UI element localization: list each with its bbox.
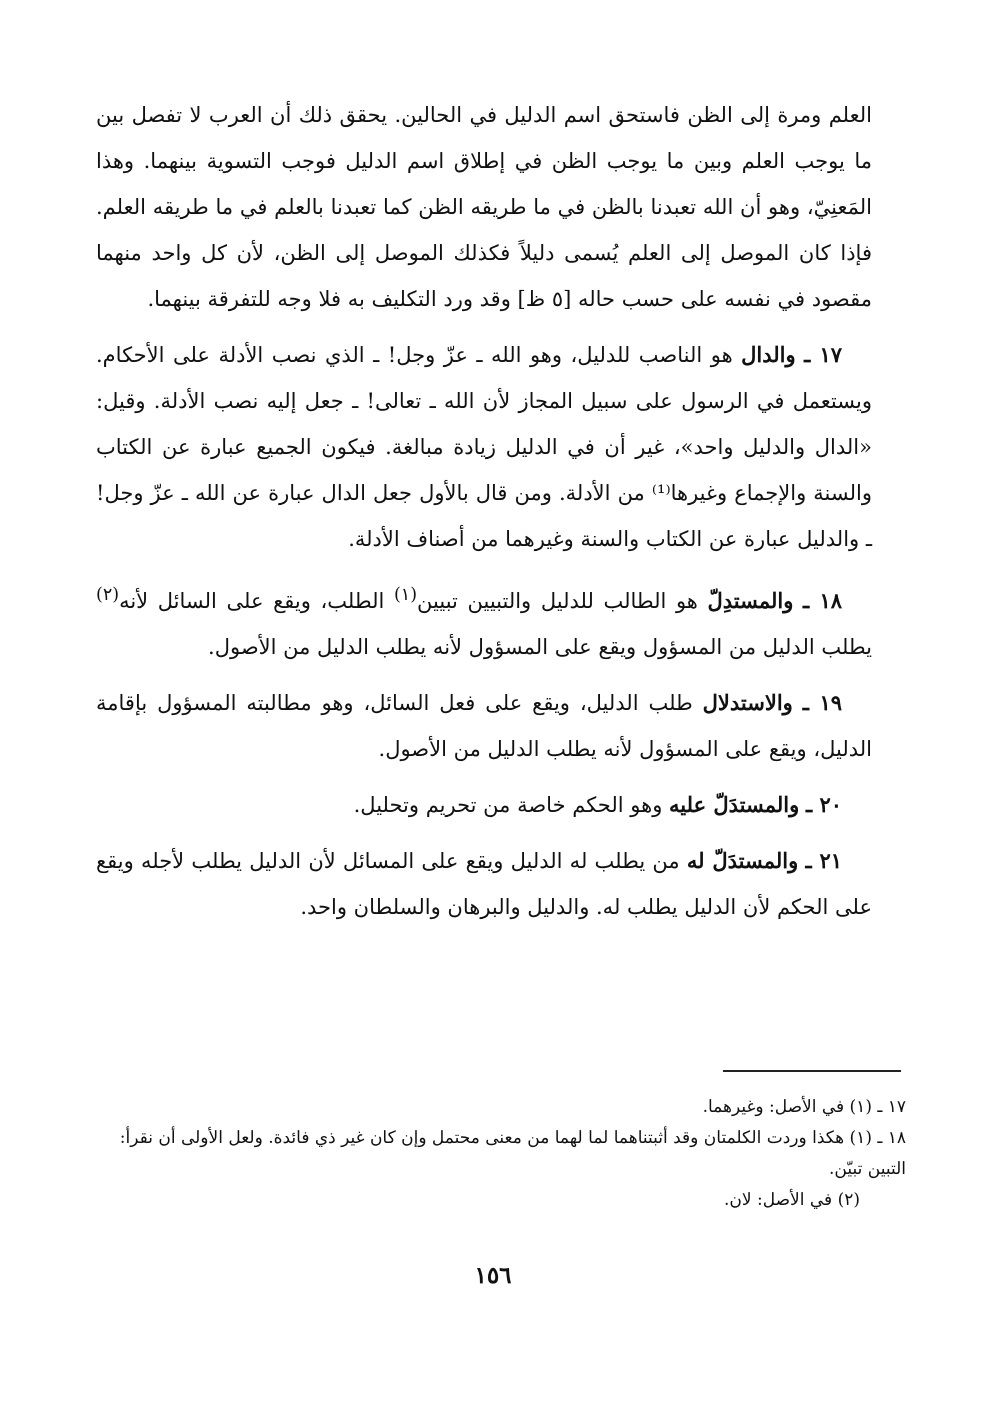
paragraph-text: العلم ومرة إلى الظن فاستحق اسم الدليل في الحالين. يحقق ذلك أن العرب لا تفصل بين ما يوجب العلم وبين ما يوجب الظن في إطلاق اسم الدليل فوجب التسوية بينهما. وهذا المَعنِيّ، وهو أن الله تعبدنا بالظن في ما طريقه الظن كما تعبدنا بالعلم في ما طريقه العلم. فإذا كان الموصل إلى العلم يُسمى دليلاً فكذلك الموصل إلى الظن، لأن كل واحد منهما مقصود في نفسه على حسب حاله [٥ ظ] وقد ورد التكليف به فلا وجه للتفرقة بينهما. [96,103,872,311]
paragraph-18 [96,572,872,670]
defined-term: والمستدَلّ عليه [669,792,800,817]
page-number: ١٥٦ [474,1262,512,1289]
paragraph-21 [96,838,872,930]
footnote-18-2: (٢) في الأصل: لان. [724,1190,860,1210]
footnotes [88,1092,906,1216]
defined-term: والاستدلال [702,690,793,715]
defined-term: والمستدَلّ له [686,848,799,873]
paragraph-17 [96,332,872,562]
footnote-17: ١٧ ـ (١) في الأصل: وغيرهما. [702,1097,906,1117]
paragraph-number: ١٩ ـ [802,690,842,715]
paragraph-number: ١٧ ـ [804,342,842,367]
defined-term: والدال [741,342,796,367]
paragraph-text: يطلب الدليل من المسؤول ويقع على المسؤول لأنه يطلب الدليل من الأصول. [208,635,872,659]
paragraph-text: طلب الدليل، ويقع على فعل السائل، وهو مطالبته المسؤول بإقامة الدليل، ويقع على المسؤول لأنه يطلب الدليل من الأصول. [96,691,872,761]
paragraph-text: وهو الحكم خاصة من تحريم وتحليل. [353,793,670,817]
paragraph-text: من يطلب له الدليل ويقع على المسائل لأن الدليل يطلب لأجله ويقع على الحكم لأن الدليل يطلب له. والدليل والبرهان والسلطان واحد. [96,849,872,919]
main-text [96,92,872,940]
paragraph-text: هو الناصب للدليل، وهو الله ـ عزّ وجل! ـ الذي نصب الأدلة على الأحكام. ويستعمل في الرسول على سبيل المجاز لأن الله ـ تعالى! ـ جعل إليه نصب الأدلة. وقيل: «الدال والدليل واحد»، غير أن في الدليل زيادة مبالغة. فيكون الجميع عبارة عن الكتاب والسنة والإجماع وغيرها⁽¹⁾ من الأدلة. ومن قال بالأول جعل الدال عبارة عن الله ـ عزّ وجل! ـ والدليل عبارة عن الكتاب والسنة وغيرهما من أصناف الأدلة. [96,343,873,551]
footnote-divider [723,1070,901,1072]
paragraph-number: ٢١ ـ [805,848,842,873]
defined-term: والمستدِلّ [707,588,794,613]
paragraph-number: ٢٠ ـ [805,792,842,817]
paragraph-20 [96,782,872,828]
paragraph-continuation [96,92,872,322]
footnote-marker: (٢) [96,585,120,605]
footnote-marker: (١) [393,585,418,605]
paragraph-number: ١٨ ـ [803,588,842,613]
paragraph-text: الطلب، ويقع على السائل لأنه [119,589,394,613]
paragraph-19 [96,680,872,772]
footnote-18-1: ١٨ ـ (١) هكذا وردت الكلمتان وقد أثبتناهما لما لهما من معنى محتمل وإن كان غير ذي فائدة. ولعل الأولى أن نقرأ: التبين تبيّن. [119,1128,906,1179]
paragraph-text: هو الطالب للدليل والتبيين تبيين [417,589,708,613]
